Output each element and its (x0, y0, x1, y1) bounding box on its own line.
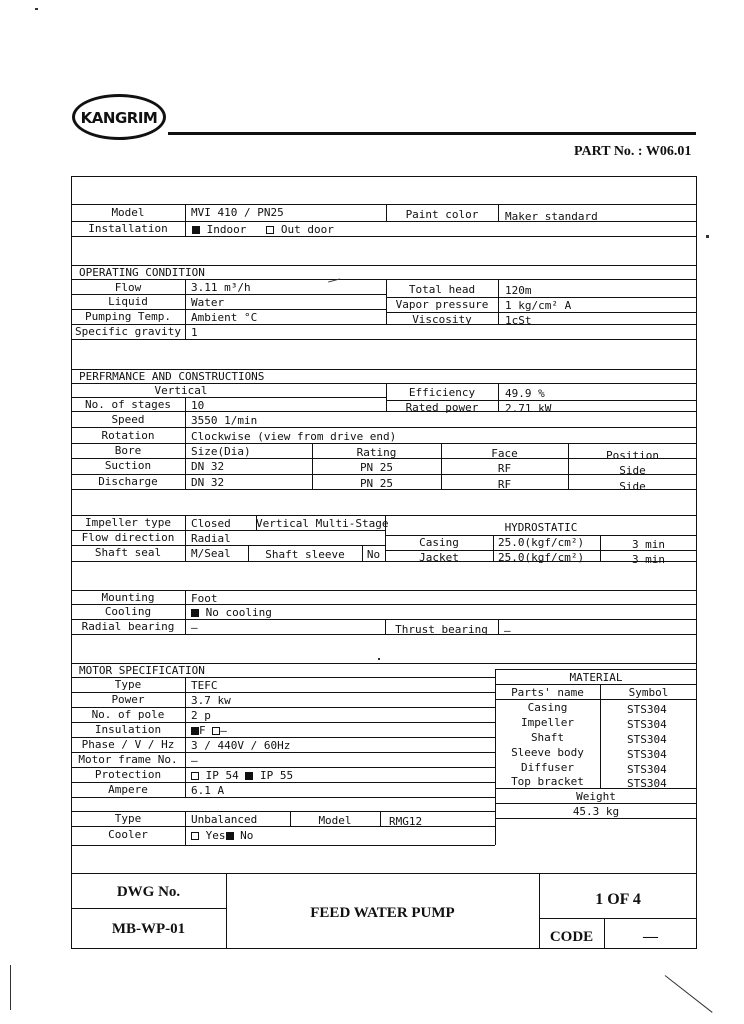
suction-face: RF (497, 462, 512, 475)
radial-bearing-value: — (191, 621, 198, 634)
code-label: CODE (549, 929, 594, 945)
coupling-model-value: RMG12 (389, 815, 423, 828)
paint-color-value: Maker standard (505, 210, 598, 223)
motor-row-label: Insulation (94, 723, 162, 736)
pumping-temp-value: Ambient °C (191, 311, 258, 324)
rule (71, 845, 495, 846)
speed-label: Speed (111, 413, 145, 426)
casing-hydro-time: 3 min (631, 538, 666, 551)
flow-direction-value: Radial (191, 532, 231, 545)
checked-box-icon (226, 832, 234, 840)
thrust-bearing-label: Thrust bearing (395, 623, 488, 636)
discharge-position: Side (619, 480, 646, 493)
sheet-number: 1 OF 4 (595, 891, 641, 908)
checkbox-icon (212, 727, 220, 735)
cooling-label: Cooling (104, 605, 152, 618)
coupling-type-value: Unbalanced (191, 813, 258, 826)
motor-row-value: TEFC (191, 679, 218, 692)
material-header-symbol: Symbol (628, 686, 669, 699)
logo-text: KANGRIM (80, 109, 158, 127)
rule (71, 339, 697, 340)
coupling-model-label: Model (318, 814, 352, 827)
rule (495, 699, 697, 700)
checkbox-icon (191, 772, 199, 780)
jacket-hydro-time: 3 min (631, 553, 666, 566)
installation-indoor: Indoor (206, 223, 247, 236)
cooler-label: Cooler (108, 828, 148, 841)
scan-speck (665, 975, 713, 1013)
casing-hydro-pressure: 25.0(kgf/cm²) (498, 536, 585, 549)
discharge-size: DN 32 (191, 476, 225, 489)
rule (539, 918, 697, 919)
motor-row-label: Protection (94, 768, 162, 781)
model-label: Model (111, 206, 145, 219)
cooler-yes: Yes (205, 829, 226, 842)
motor-row-label: Type (114, 678, 142, 691)
total-head-value: 120m (505, 284, 532, 297)
dwg-no-label: DWG No. (116, 884, 181, 900)
jacket-hydro-label: Jacket (419, 551, 459, 564)
model-value: MVI 410 / PN25 (191, 206, 284, 219)
code-value: — (643, 929, 658, 945)
col-rule (498, 383, 499, 411)
col-rule (185, 204, 186, 236)
operating-condition-title: OPERATING CONDITION (79, 266, 205, 279)
nozzle-header-bore: Bore (114, 444, 142, 457)
col-rule (600, 684, 601, 788)
motor-spec-title: MOTOR SPECIFICATION (79, 664, 205, 677)
scan-speck (378, 658, 380, 660)
hydrostatic-title: HYDROSTATIC (504, 521, 578, 534)
rule (71, 204, 697, 205)
checked-box-icon (245, 772, 253, 780)
impeller-stage-value: Vertical Multi-Stage (256, 517, 389, 530)
discharge-label: Discharge (98, 475, 158, 488)
suction-size: DN 32 (191, 460, 225, 473)
performance-title: PERFRMANCE AND CONSTRUCTIONS (79, 370, 265, 383)
checkbox-icon (191, 832, 199, 840)
motor-row-label: No. of pole (91, 708, 165, 721)
material-part: Diffuser (521, 761, 574, 774)
material-part: Top bracket (511, 775, 584, 788)
mounting-label: Mounting (101, 591, 155, 604)
col-rule (380, 811, 381, 826)
liquid-label: Liquid (108, 295, 148, 308)
flow-value: 3.11 m³/h (191, 281, 251, 294)
motor-row-value: — (191, 754, 198, 767)
efficiency-value: 49.9 % (505, 387, 545, 400)
efficiency-label: Efficiency (408, 386, 476, 399)
specific-gravity-value: 1 (191, 326, 198, 339)
motor-row-value: 3.7 kw (191, 694, 231, 707)
installation-outdoor: Out door (280, 223, 334, 236)
cooler-options (191, 829, 253, 842)
rule (71, 411, 697, 412)
col-rule (185, 811, 186, 845)
rule (71, 908, 226, 909)
material-title: MATERIAL (569, 671, 623, 684)
col-rule (493, 535, 494, 561)
suction-rating: PN 25 (359, 461, 394, 474)
col-rule (185, 397, 186, 489)
motor-row-value: 2 p (191, 709, 211, 722)
casing-hydro-label: Casing (419, 536, 459, 549)
vapor-pressure-value: 1 kg/cm² A (505, 299, 572, 312)
material-symbol: STS304 (627, 763, 667, 776)
rule (71, 826, 495, 827)
checked-box-icon (192, 226, 200, 234)
discharge-face: RF (497, 478, 512, 491)
specific-gravity-label: Specific gravity (75, 325, 181, 338)
installation-label: Installation (88, 222, 168, 235)
jacket-hydro-pressure: 25.0(kgf/cm²) (498, 551, 585, 564)
material-symbol: STS304 (627, 748, 667, 761)
shaft-sleeve-value: No (366, 548, 381, 561)
cooler-no: No (240, 829, 254, 842)
scan-speck (10, 965, 11, 1010)
material-symbol: STS304 (627, 777, 667, 790)
discharge-rating: PN 25 (359, 477, 394, 490)
material-header-part: Parts' name (511, 686, 584, 699)
speed-value: 3550 1/min (191, 414, 258, 427)
rule (71, 279, 697, 280)
weight-value: 45.3 kg (572, 805, 620, 818)
impeller-type-label: Impeller type (84, 516, 172, 529)
dwg-no-value: MB-WP-01 (111, 921, 186, 937)
shaft-seal-label: Shaft seal (94, 546, 162, 559)
checkbox-icon (266, 226, 274, 234)
flow-direction-label: Flow direction (81, 531, 175, 544)
radial-bearing-label: Radial bearing (81, 620, 175, 633)
cooling-value-group (191, 606, 272, 619)
stages-value: 10 (191, 399, 205, 412)
suction-position: Side (619, 464, 646, 477)
motor-row-value: F — (191, 724, 227, 737)
cooling-value: No cooling (205, 606, 272, 619)
installation-options (192, 223, 334, 236)
scan-speck (706, 235, 709, 238)
vapor-pressure-label: Vapor pressure (395, 298, 489, 311)
col-rule (185, 590, 186, 634)
viscosity-label: Viscosity (412, 313, 472, 326)
liquid-value: Water (191, 296, 225, 309)
paint-color-label: Paint color (405, 208, 479, 221)
motor-row-label: Motor frame No. (78, 753, 178, 766)
motor-row-label: Power (111, 693, 145, 706)
rated-power-label: Rated power (405, 401, 479, 414)
motor-row-value: IP 54 IP 55 (191, 769, 293, 782)
rule (71, 797, 495, 798)
rule (71, 634, 697, 635)
rotation-value: Clockwise (view from drive end) (191, 430, 397, 443)
thrust-bearing-value: — (504, 624, 511, 637)
stages-label: No. of stages (84, 398, 172, 411)
kangrim-logo (72, 94, 166, 140)
col-rule (185, 677, 186, 797)
motor-row-label: Ampere (108, 783, 148, 796)
nozzle-header-position: Position (606, 449, 659, 462)
total-head-label: Total head (408, 283, 476, 296)
rule (495, 803, 697, 804)
material-symbol: STS304 (627, 718, 667, 731)
pumping-temp-label: Pumping Temp. (84, 310, 172, 323)
scan-speck (35, 8, 38, 10)
mounting-value: Foot (191, 592, 218, 605)
shaft-seal-value: M/Seal (191, 547, 231, 560)
checked-box-icon (191, 727, 199, 735)
weight-label: Weight (576, 790, 616, 803)
rule (495, 684, 697, 685)
flow-label: Flow (114, 281, 142, 294)
material-part: Shaft (530, 731, 565, 744)
nozzle-header-size: Size(Dia) (191, 445, 251, 458)
motor-row-value: 6.1 A (191, 784, 225, 797)
material-symbol: STS304 (627, 703, 667, 716)
checked-box-icon (191, 609, 199, 617)
col-rule (498, 279, 499, 324)
vertical-label: Vertical (154, 384, 208, 397)
suction-label: Suction (104, 459, 152, 472)
shaft-sleeve-label: Shaft sleeve (265, 548, 345, 561)
material-part: Impeller (521, 716, 574, 729)
col-rule (185, 279, 186, 339)
nozzle-header-rating: Rating (356, 446, 397, 459)
rated-power-value: 2.71 kW (505, 402, 552, 415)
viscosity-value: 1cSt (505, 314, 532, 327)
rule (71, 236, 697, 237)
rule (495, 818, 697, 819)
col-rule (498, 619, 499, 634)
part-number: PART No. : W06.01 (574, 144, 692, 159)
col-rule (185, 515, 186, 561)
rule (71, 873, 697, 874)
drawing-title: FEED WATER PUMP (310, 905, 455, 921)
col-rule (498, 204, 499, 221)
motor-row-label: Phase / V / Hz (81, 738, 175, 751)
material-part: Sleeve body (511, 746, 584, 759)
impeller-type-value: Closed (191, 517, 231, 530)
material-part: Casing (527, 701, 568, 714)
header-rule (168, 132, 696, 135)
rule (71, 427, 697, 428)
nozzle-header-face: Face (491, 447, 518, 460)
material-symbol: STS304 (627, 733, 667, 746)
coupling-type-label: Type (114, 812, 142, 825)
rotation-label: Rotation (101, 429, 155, 442)
rule (495, 669, 697, 670)
motor-row-value: 3 / 440V / 60Hz (191, 739, 291, 752)
